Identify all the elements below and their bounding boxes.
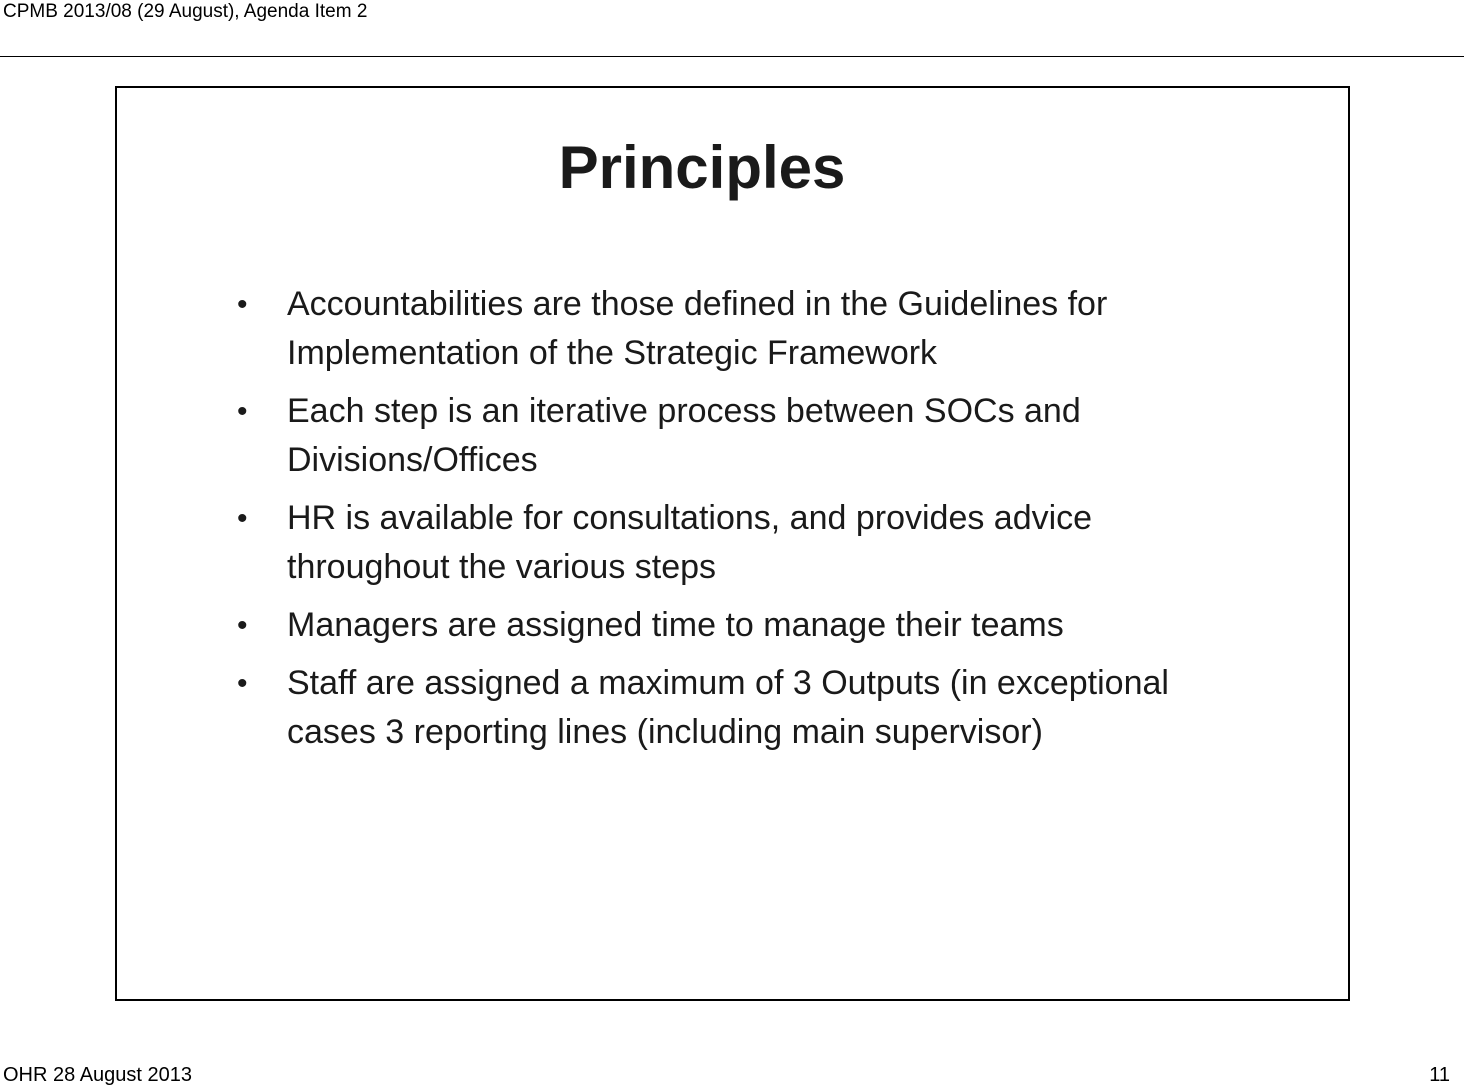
bullet-text: Staff are assigned a maximum of 3 Outputs (in exceptional cases 3 reporting lines (including main supervisor) <box>287 664 1169 751</box>
page-header: CPMB 2013/08 (29 August), Agenda Item 2 <box>3 1 368 22</box>
slide-title: Principles <box>558 134 846 201</box>
bullet-list <box>237 280 1237 766</box>
bullet-item <box>237 280 1237 378</box>
bullet-point-icon: • <box>237 502 248 535</box>
page-number: 11 <box>1429 1064 1450 1086</box>
bullet-item <box>237 601 1237 650</box>
bullet-text: Accountabilities are those defined in the Guidelines for Implementation of the Strategic Framework <box>287 285 1108 372</box>
bullet-item <box>237 494 1237 592</box>
bullet-text: HR is available for consultations, and provides advice throughout the various steps <box>287 499 1093 586</box>
slide-frame <box>115 86 1350 1001</box>
bullet-text: Each step is an iterative process between SOCs and Divisions/Offices <box>287 392 1081 479</box>
header-divider <box>0 56 1464 57</box>
bullet-point-icon: • <box>237 609 248 642</box>
footer-date: OHR 28 August 2013 <box>3 1064 193 1086</box>
bullet-text: Managers are assigned time to manage their teams <box>287 606 1064 644</box>
bullet-item <box>237 387 1237 485</box>
bullet-point-icon: • <box>237 667 248 700</box>
bullet-point-icon: • <box>237 288 248 321</box>
bullet-item <box>237 659 1237 757</box>
bullet-point-icon: • <box>237 395 248 428</box>
